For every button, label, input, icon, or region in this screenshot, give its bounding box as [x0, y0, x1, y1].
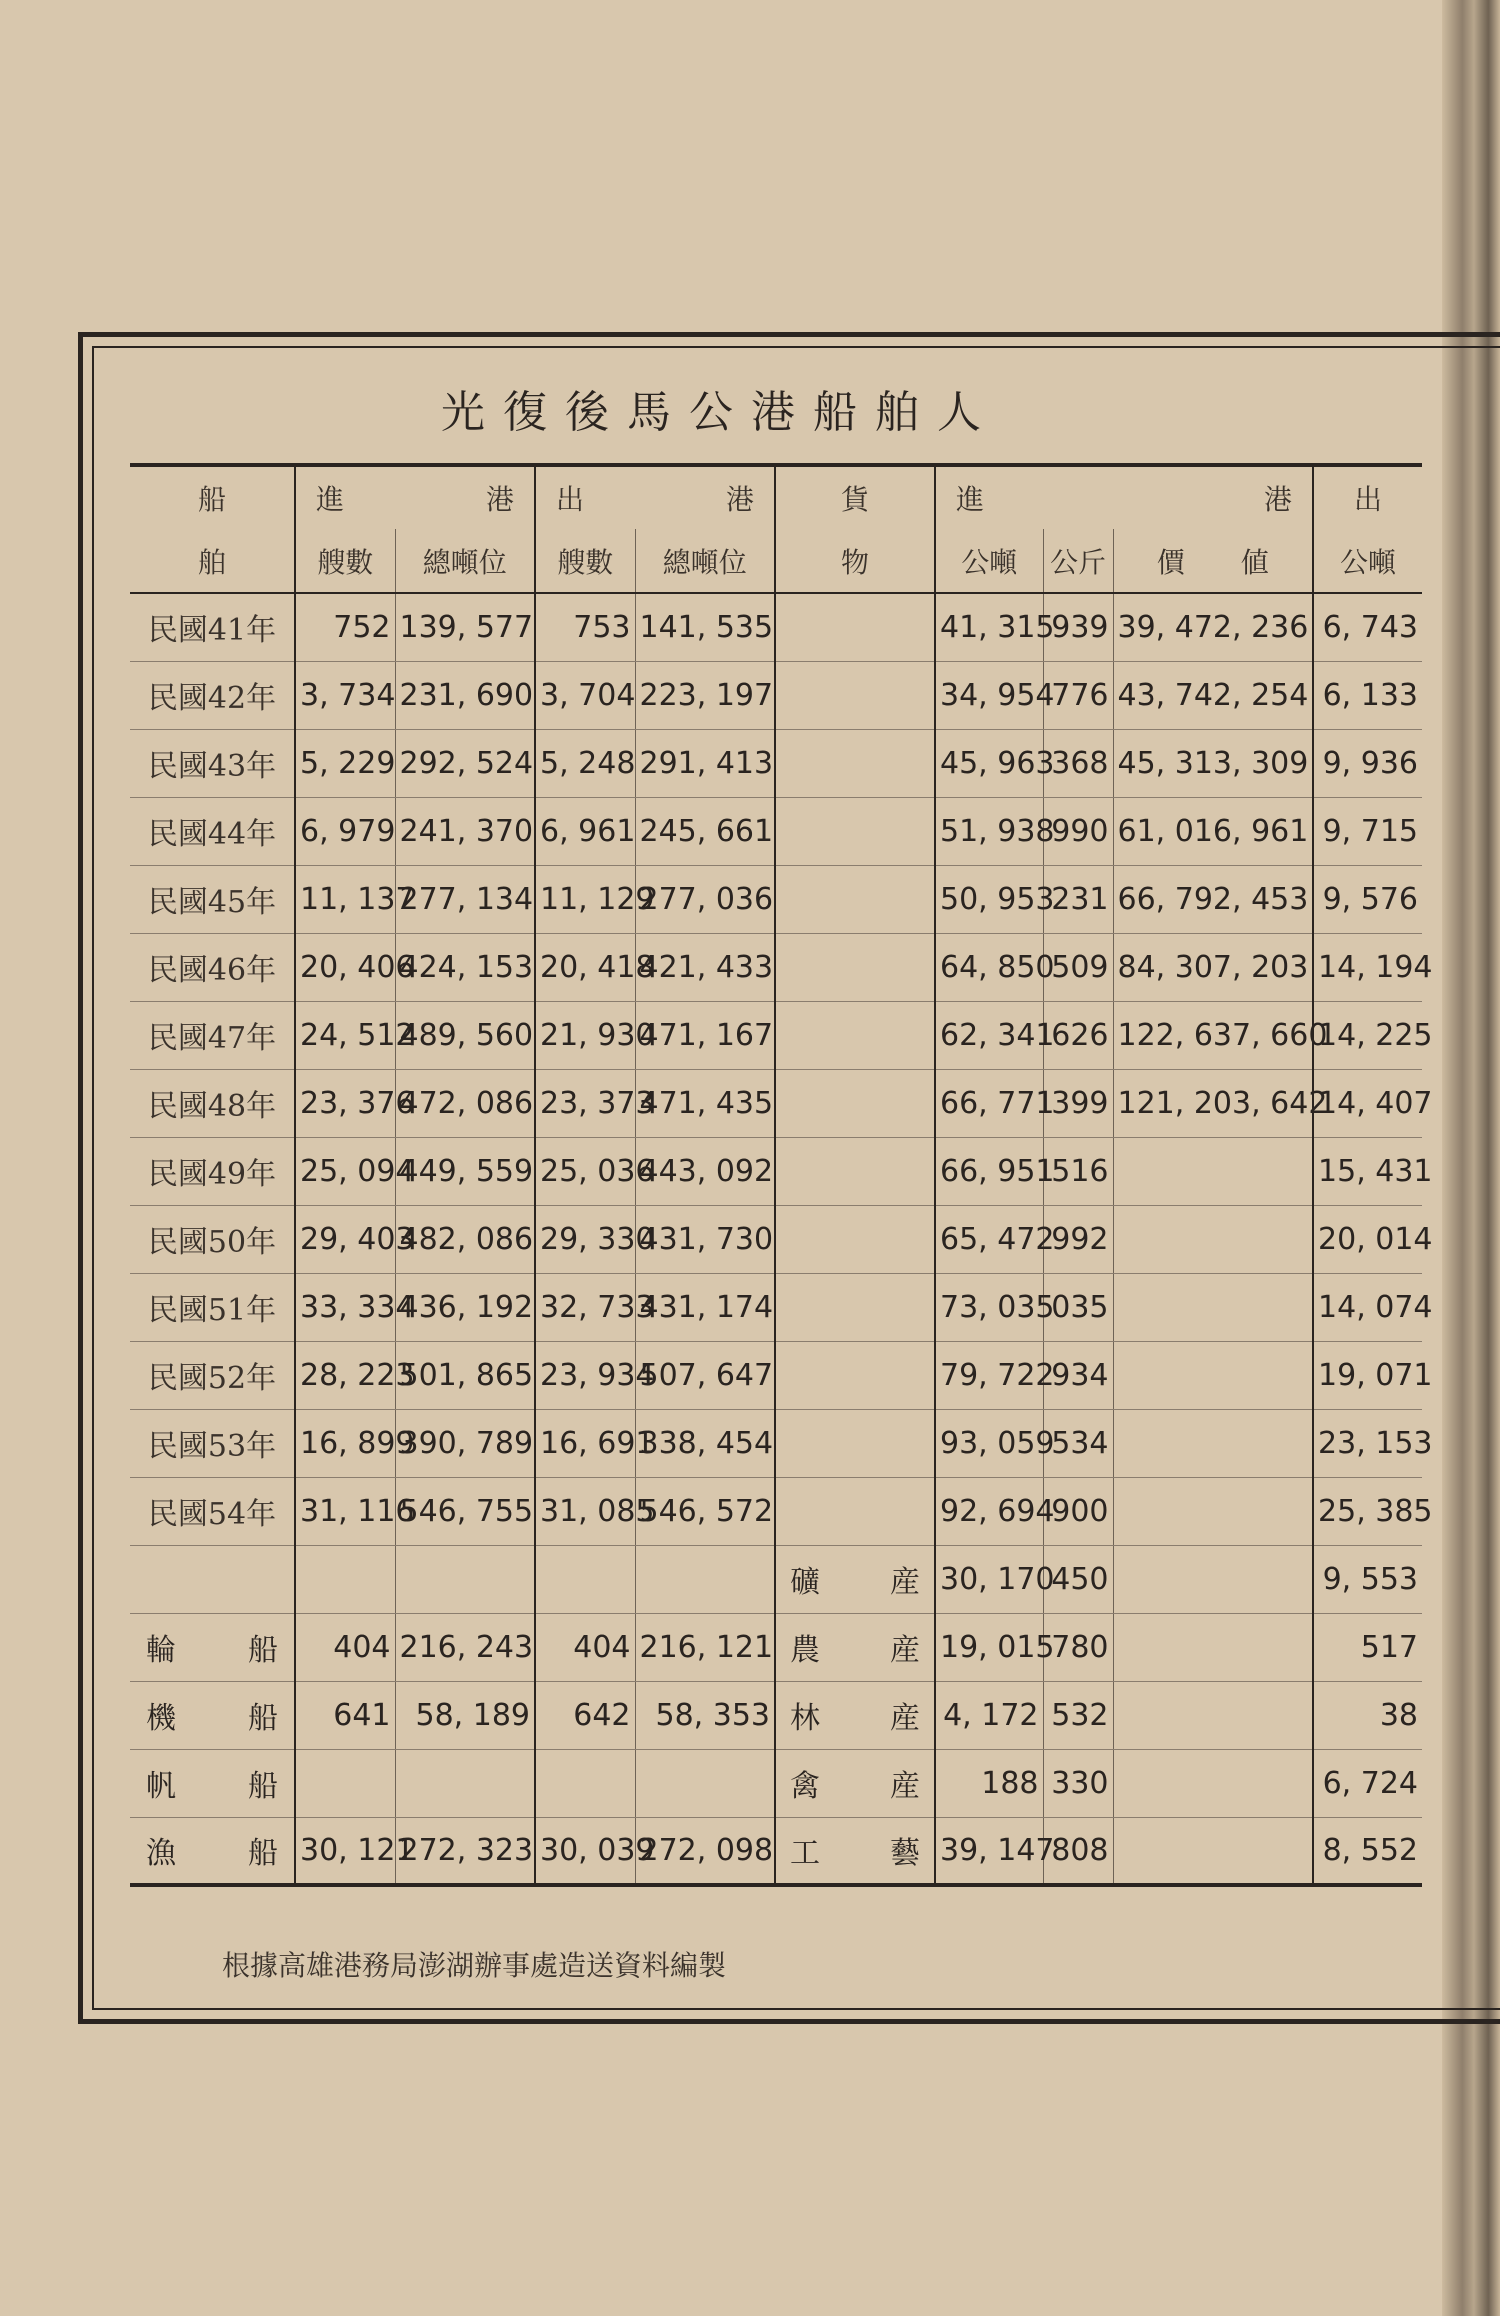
- in-tonnage-cell: 482, 086: [395, 1205, 535, 1273]
- goods-value-cell: [1113, 1409, 1313, 1477]
- table-row: [130, 1409, 1422, 1477]
- out-goods-ton-cell: 25, 385: [1313, 1477, 1422, 1545]
- out-tonnage-cell: 443, 092: [635, 1137, 775, 1205]
- goods-kg-cell: 231: [1043, 865, 1113, 933]
- table-row: [130, 661, 1422, 729]
- header-cargo-bottom: 物: [775, 529, 935, 593]
- goods-ton-cell: 45, 963: [935, 729, 1043, 797]
- out-tonnage-cell: 272, 098: [635, 1817, 775, 1885]
- goods-value-cell: 45, 313, 309: [1113, 729, 1313, 797]
- in-count-cell: 641: [295, 1681, 395, 1749]
- goods-kg-cell: 934: [1043, 1341, 1113, 1409]
- in-tonnage-cell: 241, 370: [395, 797, 535, 865]
- goods-value-cell: 122, 637, 660: [1113, 1001, 1313, 1069]
- goods-ton-cell: 79, 722: [935, 1341, 1043, 1409]
- goods-value-cell: [1113, 1681, 1313, 1749]
- in-count-cell: 3, 734: [295, 661, 395, 729]
- out-tonnage-cell: 291, 413: [635, 729, 775, 797]
- out-tonnage-cell: 471, 167: [635, 1001, 775, 1069]
- out-count-cell: 6, 961: [535, 797, 635, 865]
- table-row: [130, 1205, 1422, 1273]
- goods-ton-cell: 64, 850: [935, 933, 1043, 1001]
- year-cell: 民國45年: [130, 865, 295, 933]
- header-goods-in-kg: 公斤: [1043, 529, 1113, 593]
- table-row: [130, 1001, 1422, 1069]
- goods-value-cell: [1113, 1545, 1313, 1613]
- in-tonnage-cell: 216, 243: [395, 1613, 535, 1681]
- year-cell: 民國47年: [130, 1001, 295, 1069]
- cargo-cell: [775, 1273, 935, 1341]
- out-tonnage-cell: 546, 572: [635, 1477, 775, 1545]
- header-goods-in: [935, 465, 1313, 529]
- header-in-tonnage: 總噸位: [395, 529, 535, 593]
- year-cell: 民國50年: [130, 1205, 295, 1273]
- out-count-cell: 3, 704: [535, 661, 635, 729]
- out-count-cell: 404: [535, 1613, 635, 1681]
- goods-ton-cell: 66, 951: [935, 1137, 1043, 1205]
- in-tonnage-cell: 272, 323: [395, 1817, 535, 1885]
- header-row-bottom: [130, 529, 1422, 593]
- goods-kg-cell: 516: [1043, 1137, 1113, 1205]
- ship-type-char-a: 機: [146, 1701, 176, 1736]
- in-tonnage-cell: [395, 1545, 535, 1613]
- goods-kg-cell: 780: [1043, 1613, 1113, 1681]
- in-count-cell: 404: [295, 1613, 395, 1681]
- header-goods-in-b: 港: [1264, 483, 1293, 516]
- out-tonnage-cell: 216, 121: [635, 1613, 775, 1681]
- header-in-count: 艘數: [295, 529, 395, 593]
- in-tonnage-cell: 292, 524: [395, 729, 535, 797]
- goods-ton-cell: 62, 341: [935, 1001, 1043, 1069]
- goods-value-cell: [1113, 1273, 1313, 1341]
- out-goods-ton-cell: 6, 743: [1313, 593, 1422, 661]
- goods-char-a: 林: [790, 1701, 820, 1736]
- goods-ton-cell: 50, 953: [935, 865, 1043, 933]
- out-count-cell: [535, 1749, 635, 1817]
- out-goods-ton-cell: 9, 936: [1313, 729, 1422, 797]
- goods-kg-cell: 939: [1043, 593, 1113, 661]
- table-row: [130, 865, 1422, 933]
- ship-type-char-b: 船: [248, 1769, 278, 1804]
- ship-type-char-b: 船: [248, 1836, 278, 1872]
- out-tonnage-cell: 471, 435: [635, 1069, 775, 1137]
- table-row: [130, 933, 1422, 1001]
- goods-kg-cell: 534: [1043, 1409, 1113, 1477]
- out-count-cell: 20, 418: [535, 933, 635, 1001]
- goods-ton-cell: 30, 170: [935, 1545, 1043, 1613]
- goods-ton-cell: 39, 147: [935, 1817, 1043, 1885]
- goods-ton-cell: 34, 954: [935, 661, 1043, 729]
- ship-type-cell: [130, 1749, 295, 1817]
- header-out-port-b: 港: [725, 483, 754, 516]
- in-count-cell: 20, 406: [295, 933, 395, 1001]
- out-count-cell: 30, 039: [535, 1817, 635, 1885]
- cargo-cell: [775, 1001, 935, 1069]
- goods-char-a: 農: [790, 1633, 820, 1668]
- goods-category-cell: [775, 1545, 935, 1613]
- header-out-tonnage: 總噸位: [635, 529, 775, 593]
- breakdown-row: [130, 1749, 1422, 1817]
- year-cell: 民國53年: [130, 1409, 295, 1477]
- out-tonnage-cell: 223, 197: [635, 661, 775, 729]
- table-row: [130, 1069, 1422, 1137]
- in-count-cell: 29, 403: [295, 1205, 395, 1273]
- in-tonnage-cell: 546, 755: [395, 1477, 535, 1545]
- goods-value-cell: [1113, 1749, 1313, 1817]
- out-count-cell: 5, 248: [535, 729, 635, 797]
- in-count-cell: 23, 376: [295, 1069, 395, 1137]
- source-note: 根據高雄港務局澎湖辦事處造送資料編製: [222, 1949, 727, 1982]
- out-tonnage-cell: 431, 174: [635, 1273, 775, 1341]
- ship-type-char-a: 漁: [146, 1836, 176, 1872]
- out-count-cell: 16, 691: [535, 1409, 635, 1477]
- out-goods-ton-cell: 20, 014: [1313, 1205, 1422, 1273]
- goods-value-cell: [1113, 1613, 1313, 1681]
- goods-ton-cell: 93, 059: [935, 1409, 1043, 1477]
- in-tonnage-cell: 424, 153: [395, 933, 535, 1001]
- out-count-cell: 25, 036: [535, 1137, 635, 1205]
- out-goods-ton-cell: 14, 194: [1313, 933, 1422, 1001]
- in-tonnage-cell: 277, 134: [395, 865, 535, 933]
- in-count-cell: 752: [295, 593, 395, 661]
- in-count-cell: 6, 979: [295, 797, 395, 865]
- goods-value-cell: 39, 472, 236: [1113, 593, 1313, 661]
- ship-type-char-b: 船: [248, 1633, 278, 1668]
- cargo-cell: [775, 1409, 935, 1477]
- year-cell: 民國41年: [130, 593, 295, 661]
- cargo-cell: [775, 933, 935, 1001]
- breakdown-row: [130, 1545, 1422, 1613]
- out-goods-ton-cell: 6, 133: [1313, 661, 1422, 729]
- table-row: [130, 1273, 1422, 1341]
- out-goods-ton-cell: 9, 576: [1313, 865, 1422, 933]
- goods-kg-cell: 900: [1043, 1477, 1113, 1545]
- goods-kg-cell: 509: [1043, 933, 1113, 1001]
- year-cell: 民國42年: [130, 661, 295, 729]
- out-goods-ton-cell: 8, 552: [1313, 1817, 1422, 1885]
- in-count-cell: 30, 121: [295, 1817, 395, 1885]
- out-tonnage-cell: [635, 1545, 775, 1613]
- header-in-port-b: 港: [485, 483, 514, 516]
- header-cargo-top: 貨: [775, 465, 935, 529]
- table-row: [130, 1477, 1422, 1545]
- year-cell: 民國54年: [130, 1477, 295, 1545]
- goods-char-b: 産: [890, 1565, 920, 1600]
- out-count-cell: 21, 930: [535, 1001, 635, 1069]
- cargo-cell: [775, 593, 935, 661]
- statistics-table: [130, 463, 1433, 1887]
- in-tonnage-cell: [395, 1749, 535, 1817]
- out-goods-ton-cell: 14, 225: [1313, 1001, 1422, 1069]
- breakdown-row: [130, 1613, 1422, 1681]
- goods-kg-cell: 368: [1043, 729, 1113, 797]
- table-row: [130, 1341, 1422, 1409]
- goods-char-b: 産: [890, 1701, 920, 1736]
- in-count-cell: 25, 094: [295, 1137, 395, 1205]
- ship-type-char-a: 輪: [146, 1633, 176, 1668]
- out-goods-ton-cell: 38: [1313, 1681, 1422, 1749]
- cargo-cell: [775, 729, 935, 797]
- goods-kg-cell: 399: [1043, 1069, 1113, 1137]
- goods-ton-cell: 19, 015: [935, 1613, 1043, 1681]
- goods-value-cell: 43, 742, 254: [1113, 661, 1313, 729]
- goods-value-cell: 61, 016, 961: [1113, 797, 1313, 865]
- goods-ton-cell: 188: [935, 1749, 1043, 1817]
- header-goods-out: 出: [1313, 465, 1422, 529]
- out-count-cell: 23, 373: [535, 1069, 635, 1137]
- table-row: [130, 729, 1422, 797]
- out-count-cell: 32, 733: [535, 1273, 635, 1341]
- out-goods-ton-cell: 23, 153: [1313, 1409, 1422, 1477]
- cargo-cell: [775, 1205, 935, 1273]
- in-tonnage-cell: 436, 192: [395, 1273, 535, 1341]
- in-tonnage-cell: 231, 690: [395, 661, 535, 729]
- in-count-cell: 5, 229: [295, 729, 395, 797]
- in-count-cell: [295, 1545, 395, 1613]
- cargo-cell: [775, 1341, 935, 1409]
- in-tonnage-cell: 472, 086: [395, 1069, 535, 1137]
- goods-kg-cell: 992: [1043, 1205, 1113, 1273]
- in-count-cell: [295, 1749, 395, 1817]
- out-tonnage-cell: 421, 433: [635, 933, 775, 1001]
- goods-value-cell: [1113, 1137, 1313, 1205]
- goods-category-cell: [775, 1817, 935, 1885]
- table-row: [130, 1137, 1422, 1205]
- goods-kg-cell: 035: [1043, 1273, 1113, 1341]
- breakdown-row: [130, 1681, 1422, 1749]
- out-count-cell: 11, 129: [535, 865, 635, 933]
- goods-value-cell: 121, 203, 642: [1113, 1069, 1313, 1137]
- ship-type-char-a: 帆: [146, 1769, 176, 1804]
- out-goods-ton-cell: 14, 407: [1313, 1069, 1422, 1137]
- out-tonnage-cell: 58, 353: [635, 1681, 775, 1749]
- goods-category-cell: [775, 1681, 935, 1749]
- goods-kg-cell: 808: [1043, 1817, 1113, 1885]
- out-tonnage-cell: 507, 647: [635, 1341, 775, 1409]
- table-row: [130, 797, 1422, 865]
- out-goods-ton-cell: 9, 715: [1313, 797, 1422, 865]
- goods-value-cell: 84, 307, 203: [1113, 933, 1313, 1001]
- goods-char-a: 工: [790, 1836, 820, 1872]
- in-count-cell: 33, 334: [295, 1273, 395, 1341]
- table-row: [130, 593, 1422, 661]
- header-goods-in-value: 價 値: [1113, 529, 1313, 593]
- header-goods-in-a: 進: [956, 483, 985, 516]
- out-goods-ton-cell: 9, 553: [1313, 1545, 1422, 1613]
- out-count-cell: 31, 085: [535, 1477, 635, 1545]
- in-tonnage-cell: 58, 189: [395, 1681, 535, 1749]
- year-cell: 民國51年: [130, 1273, 295, 1341]
- goods-value-cell: [1113, 1205, 1313, 1273]
- goods-value-cell: 66, 792, 453: [1113, 865, 1313, 933]
- goods-value-cell: [1113, 1477, 1313, 1545]
- goods-kg-cell: 330: [1043, 1749, 1113, 1817]
- out-count-cell: 23, 934: [535, 1341, 635, 1409]
- breakdown-row: [130, 1817, 1422, 1885]
- out-count-cell: 29, 330: [535, 1205, 635, 1273]
- goods-kg-cell: 450: [1043, 1545, 1113, 1613]
- in-count-cell: 28, 223: [295, 1341, 395, 1409]
- header-in-port-a: 進: [316, 483, 345, 516]
- page-title: 光復後馬公港船舶人: [441, 387, 999, 438]
- ship-type-cell: [130, 1817, 295, 1885]
- out-tonnage-cell: 277, 036: [635, 865, 775, 933]
- goods-char-a: 禽: [790, 1769, 820, 1804]
- out-tonnage-cell: 338, 454: [635, 1409, 775, 1477]
- out-count-cell: 642: [535, 1681, 635, 1749]
- goods-ton-cell: 73, 035: [935, 1273, 1043, 1341]
- cargo-cell: [775, 865, 935, 933]
- header-out-port-a: 出: [556, 483, 585, 516]
- in-tonnage-cell: 139, 577: [395, 593, 535, 661]
- ship-type-cell: [130, 1545, 295, 1613]
- goods-value-cell: [1113, 1341, 1313, 1409]
- out-goods-ton-cell: 517: [1313, 1613, 1422, 1681]
- year-cell: 民國52年: [130, 1341, 295, 1409]
- out-count-cell: 753: [535, 593, 635, 661]
- in-tonnage-cell: 449, 559: [395, 1137, 535, 1205]
- goods-ton-cell: 51, 938: [935, 797, 1043, 865]
- header-row-top: [130, 465, 1422, 529]
- cargo-cell: [775, 797, 935, 865]
- goods-char-a: 礦: [790, 1565, 820, 1600]
- out-goods-ton-cell: 6, 724: [1313, 1749, 1422, 1817]
- header-ship-bottom: 舶: [130, 529, 295, 593]
- ship-type-char-b: 船: [248, 1701, 278, 1736]
- out-tonnage-cell: [635, 1749, 775, 1817]
- cargo-cell: [775, 1137, 935, 1205]
- out-tonnage-cell: 431, 730: [635, 1205, 775, 1273]
- out-goods-ton-cell: 19, 071: [1313, 1341, 1422, 1409]
- in-count-cell: 16, 899: [295, 1409, 395, 1477]
- ship-type-cell: [130, 1613, 295, 1681]
- in-tonnage-cell: 501, 865: [395, 1341, 535, 1409]
- goods-char-b: 産: [890, 1769, 920, 1804]
- goods-category-cell: [775, 1749, 935, 1817]
- goods-ton-cell: 92, 694: [935, 1477, 1043, 1545]
- goods-ton-cell: 41, 315: [935, 593, 1043, 661]
- cargo-cell: [775, 661, 935, 729]
- in-count-cell: 31, 116: [295, 1477, 395, 1545]
- cargo-cell: [775, 1477, 935, 1545]
- in-tonnage-cell: 489, 560: [395, 1001, 535, 1069]
- out-goods-ton-cell: 14, 074: [1313, 1273, 1422, 1341]
- year-cell: 民國49年: [130, 1137, 295, 1205]
- cargo-cell: [775, 1069, 935, 1137]
- goods-kg-cell: 532: [1043, 1681, 1113, 1749]
- header-in-port: [295, 465, 535, 529]
- year-cell: 民國48年: [130, 1069, 295, 1137]
- in-count-cell: 11, 137: [295, 865, 395, 933]
- out-tonnage-cell: 245, 661: [635, 797, 775, 865]
- header-goods-out-ton: 公噸: [1313, 529, 1422, 593]
- year-cell: 民國46年: [130, 933, 295, 1001]
- header-goods-in-ton: 公噸: [935, 529, 1043, 593]
- goods-ton-cell: 4, 172: [935, 1681, 1043, 1749]
- year-cell: 民國43年: [130, 729, 295, 797]
- in-count-cell: 24, 512: [295, 1001, 395, 1069]
- header-ship-top: 船: [130, 465, 295, 529]
- goods-kg-cell: 776: [1043, 661, 1113, 729]
- header-out-count: 艘數: [535, 529, 635, 593]
- goods-kg-cell: 626: [1043, 1001, 1113, 1069]
- out-tonnage-cell: 141, 535: [635, 593, 775, 661]
- goods-kg-cell: 990: [1043, 797, 1113, 865]
- in-tonnage-cell: 390, 789: [395, 1409, 535, 1477]
- header-out-port: [535, 465, 775, 529]
- goods-ton-cell: 66, 771: [935, 1069, 1043, 1137]
- out-count-cell: [535, 1545, 635, 1613]
- goods-category-cell: [775, 1613, 935, 1681]
- year-cell: 民國44年: [130, 797, 295, 865]
- goods-char-b: 産: [890, 1633, 920, 1668]
- goods-char-b: 藝: [890, 1836, 920, 1872]
- ship-type-cell: [130, 1681, 295, 1749]
- out-goods-ton-cell: 15, 431: [1313, 1137, 1422, 1205]
- goods-ton-cell: 65, 472: [935, 1205, 1043, 1273]
- goods-value-cell: [1113, 1817, 1313, 1885]
